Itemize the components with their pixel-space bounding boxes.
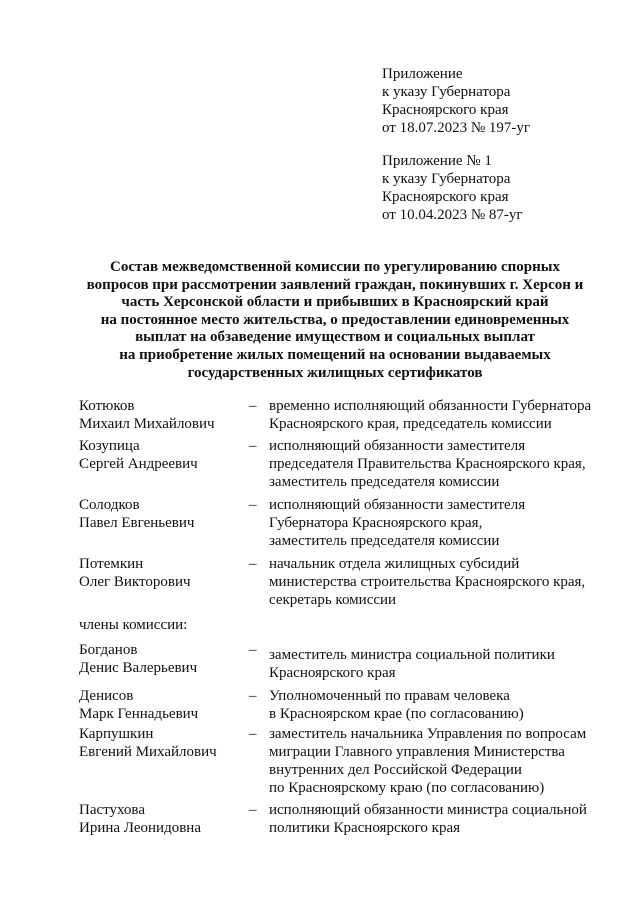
member-role: [269, 646, 555, 682]
dash-separator: –: [249, 438, 257, 454]
members-section-label: члены комиссии:: [79, 617, 188, 633]
role-line: министерства строительства Красноярского края,: [269, 574, 586, 590]
member-given-name: Олег Викторович: [79, 574, 191, 590]
role-line: заместитель председателя комиссии: [269, 533, 500, 549]
role-line: в Красноярском крае (по согласованию): [269, 706, 524, 722]
member-name: [79, 687, 198, 723]
role-line: исполняющий обязанности заместителя: [269, 497, 526, 513]
member-given-name: Денис Валерьевич: [79, 660, 198, 676]
member-role: [269, 437, 586, 491]
member-surname: Денисов: [79, 688, 134, 704]
member-given-name: Сергей Андреевич: [79, 456, 198, 472]
appendix-line: от 10.04.2023 № 87-уг: [382, 207, 523, 223]
member-surname: Козупица: [79, 438, 140, 454]
member-name: [79, 725, 217, 761]
member-name: [79, 496, 194, 532]
role-line: Красноярского края, председатель комиссии: [269, 416, 552, 432]
title-line: часть Херсонской области и прибывших в Красноярский край: [121, 294, 549, 311]
member-name: [79, 555, 191, 591]
title-line: государственных жилищных сертификатов: [187, 364, 483, 381]
role-line: Уполномоченный по правам человека: [269, 688, 510, 704]
member-surname: Котюков: [79, 398, 135, 414]
member-name: [79, 641, 197, 677]
member-name: [79, 437, 198, 473]
role-line: политики Красноярского края: [269, 820, 461, 836]
role-line: начальник отдела жилищных субсидий: [269, 556, 520, 572]
dash-separator: –: [249, 556, 257, 572]
member-role: [269, 397, 591, 433]
role-line: Губернатора Красноярского края,: [269, 515, 483, 531]
member-name: [79, 397, 215, 433]
member-given-name: Ирина Леонидовна: [79, 820, 201, 836]
role-line: заместитель министра социальной политики: [269, 647, 555, 663]
role-line: исполняющий обязанности министра социальной: [269, 802, 587, 818]
role-line: исполняющий обязанности заместителя: [269, 438, 526, 454]
member-surname: Богданов: [79, 642, 138, 658]
appendix-line: Приложение: [382, 66, 463, 82]
dash-separator: –: [249, 497, 257, 513]
member-given-name: Марк Геннадьевич: [79, 706, 199, 722]
role-line: Красноярского края: [269, 665, 396, 681]
title-line: на приобретение жилых помещений на основании выдаваемых: [119, 346, 551, 363]
appendix-line: Приложение № 1: [382, 153, 492, 169]
role-line: заместитель председателя комиссии: [269, 474, 500, 490]
member-surname: Потемкин: [79, 556, 144, 572]
title-line: Состав межведомственной комиссии по урегулированию спорных: [109, 259, 560, 275]
member-surname: Пастухова: [79, 802, 145, 818]
document-title: [60, 259, 610, 382]
dash-separator: –: [249, 726, 257, 742]
role-line: председателя Правительства Красноярского края,: [269, 456, 586, 472]
appendix-line: от 18.07.2023 № 197-уг: [382, 120, 531, 136]
title-line: выплат на обзаведение имуществом и социальных выплат: [135, 329, 535, 346]
member-given-name: Михаил Михайлович: [79, 416, 215, 432]
member-name: [79, 801, 201, 837]
member-given-name: Евгений Михайлович: [79, 744, 217, 760]
appendix-line: Красноярского края: [382, 102, 509, 118]
appendix-header-2: [382, 152, 523, 224]
role-line: заместитель начальника Управления по вопросам: [269, 726, 587, 742]
dash-separator: –: [249, 398, 257, 414]
member-given-name: Павел Евгеньевич: [79, 515, 195, 531]
member-role: [269, 725, 586, 797]
title-line: на постоянное место жительства, о предоставлении единовременных: [100, 311, 570, 328]
member-role: [269, 801, 587, 837]
dash-separator: –: [249, 642, 257, 658]
member-role: [269, 496, 525, 550]
role-line: по Красноярскому краю (по согласованию): [269, 780, 545, 796]
appendix-line: Красноярского края: [382, 189, 509, 205]
title-line: вопросов при рассмотрении заявлений граждан, покинувших г. Херсон и: [86, 276, 584, 293]
role-line: внутренних дел Российской Федерации: [269, 762, 522, 778]
role-line: временно исполняющий обязанности Губернатора: [269, 398, 592, 414]
role-line: секретарь комиссии: [269, 592, 397, 608]
dash-separator: –: [249, 688, 257, 704]
dash-separator: –: [249, 802, 257, 818]
member-surname: Солодков: [79, 497, 140, 513]
member-surname: Карпушкин: [79, 726, 154, 742]
member-role: [269, 555, 585, 609]
appendix-line: к указу Губернатора: [382, 171, 511, 187]
role-line: миграции Главного управления Министерства: [269, 744, 565, 760]
appendix-header-1: [382, 65, 530, 137]
member-role: [269, 687, 524, 723]
appendix-line: к указу Губернатора: [382, 84, 511, 100]
